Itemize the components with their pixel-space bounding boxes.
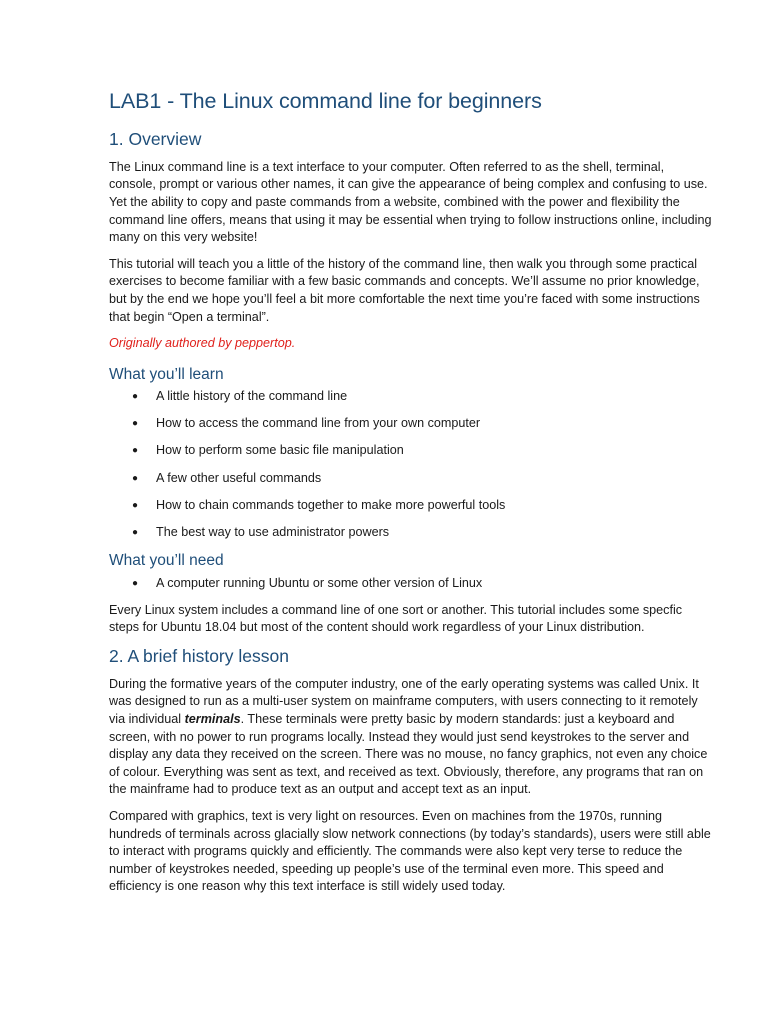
list-item <box>109 497 713 514</box>
list-item-text: How to access the command line from your own computer <box>156 416 481 431</box>
terminals-term: terminals <box>184 712 241 726</box>
bullet-icon: ● <box>132 445 139 457</box>
history-paragraph-2: Compared with graphics, text is very light on resources. Even on machines from the 1970s, running hundreds of terminals across glacially slow network connections (by today’s standards), users were still able to interact with programs quickly and efficiently. The commands were also kept very terse to reduce the number of keystrokes needed, speeding up people’s use of the terminal even more. This speed and efficiency is one reason why this text interface is still widely used today. <box>109 808 711 894</box>
learn-heading: What you’ll learn <box>109 365 224 383</box>
bullet-icon: ● <box>132 391 139 403</box>
list-item-text: A little history of the command line <box>156 389 348 404</box>
need-paragraph: Every Linux system includes a command line of one sort or another. This tutorial includes some specfic steps for Ubuntu 18.04 but most of the content should work regardless of your Linux distribution. <box>109 602 683 635</box>
list-item-text: How to perform some basic file manipulation <box>156 443 404 458</box>
document-body <box>109 88 713 905</box>
history-text-1b: . These terminals were pretty basic by modern standards: just a keyboard and screen, with no power to run programs locally. Instead they would just send keystrokes to the server and display any data they received on the screen. There was no mouse, no fancy graphics, not even any choice of colour. Everything was sent as text, and received as text. Obviously, therefore, any programs that ran on the mainframe had to produce text as an output and accept text as an input. <box>109 712 708 797</box>
list-item-text: A few other useful commands <box>156 470 322 485</box>
bullet-icon: ● <box>132 418 139 430</box>
history-text-1a: During the formative years of the computer industry, one of the early operating systems was called Unix. It was designed to run as a multi-user system on mainframe computers, with users connecting to it remotely via individual <box>109 676 699 726</box>
author-credit: Originally authored by peppertop. <box>109 336 296 351</box>
bullet-icon: ● <box>132 472 139 484</box>
list-item <box>109 470 713 487</box>
learn-list <box>109 388 713 541</box>
list-item <box>109 524 713 541</box>
page-title: LAB1 - The Linux command line for beginners <box>109 89 542 113</box>
bullet-icon: ● <box>132 527 139 538</box>
list-item-text: The best way to use administrator powers <box>156 525 390 539</box>
bullet-icon: ● <box>132 577 139 589</box>
list-item-text: A computer running Ubuntu or some other version of Linux <box>156 575 483 590</box>
list-item <box>109 575 713 592</box>
overview-paragraph-2: This tutorial will teach you a little of the history of the command line, then walk you through some practical exercises to become familiar with a few basic commands and concepts. We’ll assume no prior knowledge, but by the end we hope you’ll feel a bit more comfortable the next time you’re faced with some instructions that begin “Open a terminal”. <box>109 256 700 324</box>
list-item <box>109 388 713 405</box>
need-heading: What you’ll need <box>109 552 224 570</box>
list-item <box>109 442 713 459</box>
list-item <box>109 415 713 432</box>
overview-paragraph-1: The Linux command line is a text interface to your computer. Often referred to as the shell, terminal, console, prompt or various other names, it can give the appearance of being complex and confusing to use. Yet the ability to copy and paste commands from a website, combined with the power and flexibility the command line offers, means that using it may be essential when trying to follow instructions online, including many on this very website! <box>109 159 712 245</box>
overview-heading: 1. Overview <box>109 128 202 149</box>
history-heading: 2. A brief history lesson <box>109 645 289 666</box>
need-list <box>109 575 713 592</box>
history-paragraph-1 <box>109 676 713 799</box>
bullet-icon: ● <box>132 499 139 511</box>
list-item-text: How to chain commands together to make more powerful tools <box>156 497 506 512</box>
